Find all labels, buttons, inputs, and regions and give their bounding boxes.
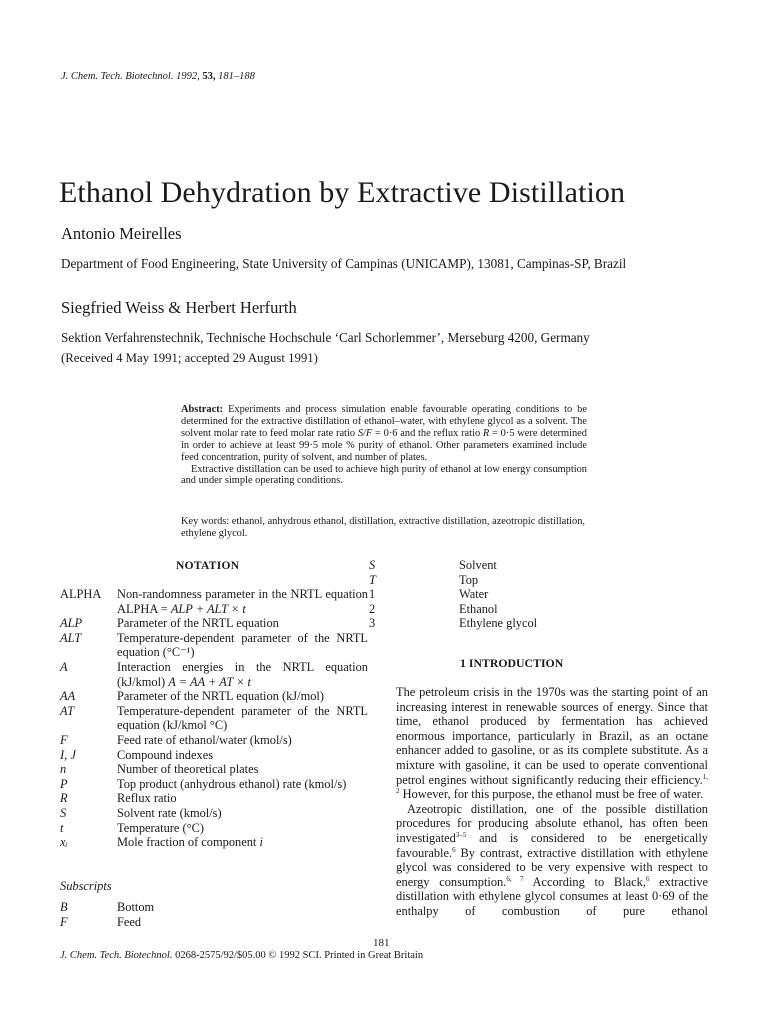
- notation-row: [60, 616, 368, 631]
- citation: 6, 7: [506, 874, 524, 883]
- introduction-body: [396, 685, 708, 919]
- notation-definition: Temperature-dependent parameter of the NRTL equation (kJ/kmol °C): [117, 703, 368, 733]
- notation-symbol: P: [60, 776, 68, 791]
- author-1-affiliation: Department of Food Engineering, State University of Campinas (UNICAMP), 13081, Campinas-SP, Brazil: [61, 256, 627, 271]
- footer-copyright: 0268-2575/92/$05.00 © 1992 SCI. Printed in Great Britain: [172, 950, 424, 961]
- notation-heading: NOTATION: [176, 560, 240, 572]
- notation-row: [60, 733, 368, 748]
- notation-definition: Reflux ratio: [117, 791, 177, 806]
- abstract-paragraph-2: Extractive distillation can be used to achieve high purity of ethanol at low energy consumption and under simple operating conditions.: [181, 463, 587, 487]
- subscript-symbol: B: [60, 900, 68, 914]
- intro-p1-text-b: However, for this purpose, the ethanol must be free of water.: [399, 787, 704, 802]
- abstract-text-b: = 0·6 and the reflux ratio: [372, 427, 483, 439]
- notation-symbol: ALT: [60, 630, 82, 645]
- notation-definition: Number of theoretical plates: [117, 762, 259, 777]
- subscript-row: [369, 558, 537, 573]
- citation: 3–5: [455, 830, 467, 839]
- notation-row: [60, 660, 368, 689]
- intro-p2-text-a: Azeotropic distillation, one of the possible distillation procedures for producing absolute ethanol, has often been investigated: [396, 801, 708, 845]
- notation-symbol: R: [60, 791, 68, 806]
- notation-symbol: F: [60, 732, 68, 747]
- abstract-sf: S/F: [357, 427, 373, 439]
- notation-definition: Top product (anhydrous ethanol) rate (kmol/s): [117, 776, 347, 791]
- notation-def-equation: i: [259, 835, 263, 850]
- keywords: Key words: ethanol, anhydrous ethanol, distillation, extractive distillation, azeotropic distillation, ethylene glycol.: [181, 516, 585, 539]
- notation-row: [60, 821, 368, 836]
- notation-symbol: ALPHA: [60, 587, 102, 601]
- subscript-row: [60, 900, 154, 915]
- abstract: [181, 404, 587, 487]
- notation-symbol: A: [60, 659, 68, 674]
- notation-row: [60, 762, 368, 777]
- subscript-row: [369, 573, 537, 588]
- notation-row: [60, 835, 368, 850]
- notation-row: [60, 631, 368, 660]
- intro-p2-text-d: According to Black,: [523, 874, 646, 889]
- notation-row: [60, 587, 368, 616]
- paper-title: Ethanol Dehydration by Extractive Distillation: [59, 176, 626, 209]
- subscript-definition: Water: [459, 587, 489, 602]
- notation-def-equation: A = AA + AT × t: [168, 674, 251, 689]
- footer: [60, 950, 423, 961]
- abstract-text-c: = 0·5 were determined in order to achieve at least 99·5 mole % purity of ethanol. Other parameters examined include feed concentration, purity of solvent, and number of plates.: [181, 427, 587, 463]
- subscript-definition: Ethanol: [459, 601, 498, 616]
- subscript-symbol: 1: [369, 587, 376, 602]
- subscript-definition: Top: [459, 572, 479, 587]
- intro-p2-text-c: By contrast, extractive distillation with ethylene glycol was considered to be very expensive with respect to energy consumption.: [396, 845, 708, 889]
- introduction-paragraph-1: [396, 685, 708, 802]
- journal-reference: [61, 71, 255, 82]
- notation-definition: Parameter of the NRTL equation (kJ/mol): [117, 689, 324, 704]
- notation-row: [60, 689, 368, 704]
- notation-definition: [117, 587, 368, 616]
- received-dates: (Received 4 May 1991; accepted 29 August 1991): [61, 351, 318, 365]
- notation-row: [60, 791, 368, 806]
- journal-year: 1992,: [176, 71, 200, 82]
- notation-symbol: I, J: [60, 747, 76, 762]
- notation-symbol: t: [60, 820, 64, 835]
- journal-pages: 181–188: [218, 71, 255, 82]
- notation-definition: [117, 835, 368, 850]
- journal-name: J. Chem. Tech. Biotechnol.: [61, 71, 174, 82]
- notation-definition: Parameter of the NRTL equation: [117, 616, 279, 631]
- subscript-symbol: 2: [369, 601, 376, 616]
- citation: 1, 2: [396, 772, 708, 796]
- notation-row: [60, 748, 368, 763]
- subscript-definition: Bottom: [117, 900, 155, 914]
- notation-symbol: S: [60, 805, 67, 820]
- subscript-symbol: S: [369, 558, 376, 572]
- subscripts-heading: Subscripts: [60, 879, 112, 893]
- intro-p2-text-b: and is considered to be energetically favourable.: [396, 830, 708, 860]
- notation-symbol: ALP: [60, 616, 83, 631]
- subscript-row: [60, 915, 154, 930]
- intro-p1-text-a: The petroleum crisis in the 1970s was the starting point of an increasing interest in renewable sources of energy. Since that time, ethanol produced by fermentation has achieved enormous importance, particularly in Brazil, as an octane enhancer added to gasoline, or as its complete substitute. As a mixture with gasoline, it can be used to operate conventional petrol engines without significantly reducing their efficiency.: [396, 685, 708, 787]
- notation-symbol: xᵢ: [60, 835, 68, 850]
- notation-def-text: Non-randomness parameter in the NRTL equation ALPHA =: [117, 587, 368, 616]
- notation-definition: Solvent rate (kmol/s): [117, 805, 222, 820]
- subscript-symbol: T: [369, 572, 376, 587]
- abstract-text-a: Experiments and process simulation enable favourable operating conditions to be determined for the extractive distillation of ethanol–water, with ethylene glycol as a solvent. The solvent molar rate to feed molar rate ratio: [181, 404, 587, 439]
- author-2-affiliation: Sektion Verfahrenstechnik, Technische Hochschule ‘Carl Schorlemmer’, Merseburg 4200, Germany: [61, 330, 590, 345]
- abstract-r: R: [482, 427, 490, 439]
- notation-definition: Temperature (°C): [117, 820, 204, 835]
- notation-row: [60, 704, 368, 733]
- notation-definition: Compound indexes: [117, 747, 214, 762]
- subscript-symbol: 3: [369, 616, 376, 631]
- abstract-paragraph-1: [181, 404, 587, 464]
- page-number: 181: [373, 937, 390, 949]
- notation-table: [60, 587, 368, 850]
- notation-definition: Feed rate of ethanol/water (kmol/s): [117, 732, 292, 747]
- notation-def-text: Mole fraction of component: [117, 835, 260, 850]
- abstract-label: Abstract:: [181, 404, 224, 415]
- citation: 6: [452, 845, 456, 854]
- notation-row: [60, 806, 368, 821]
- introduction-heading: 1 INTRODUCTION: [460, 656, 564, 670]
- subscript-definition: Ethylene glycol: [459, 616, 538, 631]
- subscript-symbol: F: [60, 914, 68, 929]
- subscript-definition: Solvent: [459, 558, 497, 572]
- notation-def-equation: ALP + ALT × t: [170, 601, 246, 616]
- subscripts-table-right: [369, 558, 537, 631]
- subscript-row: [369, 602, 537, 617]
- journal-volume: 53,: [202, 71, 216, 82]
- subscript-row: [369, 587, 537, 602]
- notation-symbol: n: [60, 762, 67, 777]
- notation-symbol: AT: [60, 703, 74, 718]
- introduction-paragraph-2: [396, 802, 708, 919]
- notation-definition: [117, 660, 368, 689]
- author-2-name: Siegfried Weiss & Herbert Herfurth: [61, 298, 297, 317]
- subscript-definition: Feed: [117, 914, 142, 929]
- intro-p2-text-e: extractive distillation with ethylene glycol consumes at least 0·69 of the enthalpy of combustion of pure ethanol: [396, 874, 709, 918]
- citation: 6: [645, 874, 650, 883]
- notation-def-text: Interaction energies in the NRTL equation (kJ/kmol): [117, 659, 368, 689]
- subscript-row: [369, 616, 537, 631]
- notation-symbol: AA: [60, 689, 76, 704]
- author-1-name: Antonio Meirelles: [61, 224, 182, 243]
- footer-journal: J. Chem. Tech. Biotechnol.: [60, 950, 173, 961]
- notation-row: [60, 777, 368, 792]
- notation-definition: Temperature-dependent parameter of the NRTL equation (°C⁻¹): [117, 630, 368, 660]
- subscripts-table-left: [60, 900, 154, 929]
